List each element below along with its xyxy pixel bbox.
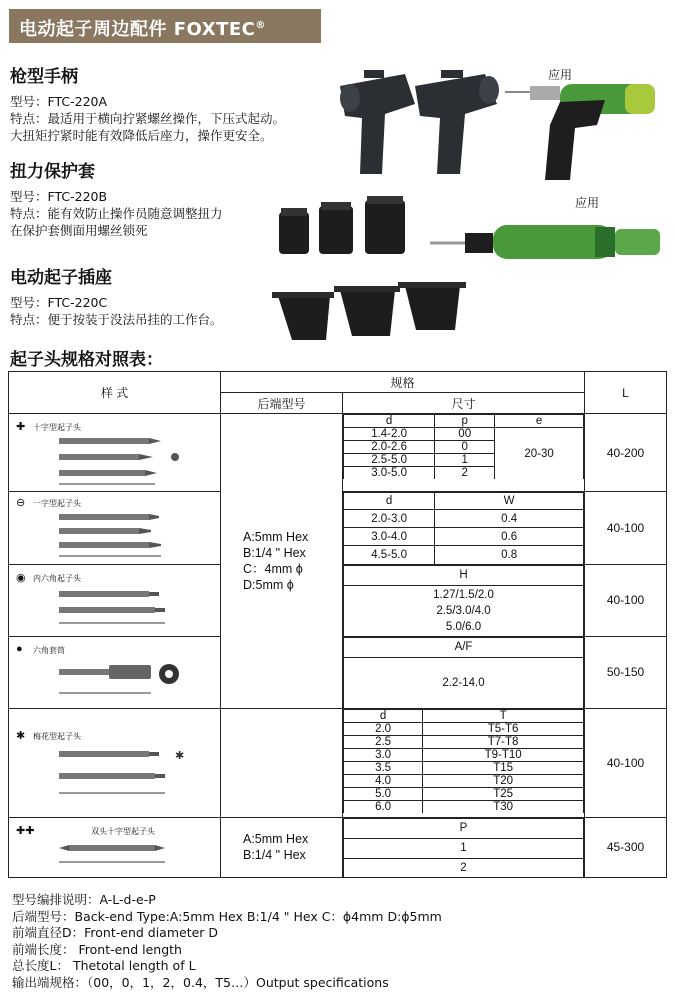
gun-handle-desc: 型号：FTC-220A 特点：最适用于横向拧紧螺丝操作，下压式起动。 大扭矩拧紧时能有效降低后座力，操作更安全。 [10, 94, 286, 143]
notes-line: 后端型号：Back-end Type:A:5mm Hex B:1/4 " Hex C：ϕ4mm D:ϕ5mm [12, 908, 442, 924]
back-model-group-a: A:5mm Hex B:1/4 " Hex C：4mm ϕ D:5mm ϕ [221, 414, 343, 709]
hex-bit-drawing [57, 589, 187, 631]
holder-desc: 型号：FTC-220C 特点：便于按装于没法吊挂的工作台。 [10, 295, 223, 327]
l-cross: 40-200 [585, 414, 667, 492]
gun-handle-app-label: 应用 [548, 68, 573, 82]
section-title-gun-handle: 枪型手柄 [10, 67, 78, 87]
back-model-torx [221, 708, 343, 817]
col-spec-header: 规格 [221, 372, 585, 393]
page-title: 电动起子周边配件 FOXTEC® [19, 19, 266, 40]
style-cross-bit: ✚ 十字型起子头 [9, 414, 221, 492]
torx-bit-drawing [57, 749, 187, 809]
holder-image [270, 278, 470, 343]
model-notes [12, 892, 442, 992]
torque-guard-application-image [430, 215, 665, 265]
gun-handle-application-image [505, 80, 665, 185]
style-hex-socket: ● 六角套筒 [9, 636, 221, 708]
size-hex: H 1.27/1.5/2.0 2.5/3.0/4.0 5.0/6.0 [343, 564, 585, 636]
notes-line: 总长度L： Thetotal length of L [12, 958, 196, 974]
style-hex-bit: ◉ 内六角起子头 [9, 564, 221, 636]
style-slotted-bit: ⊖ 一字型起子头 [9, 492, 221, 565]
l-torx: 40-100 [585, 708, 667, 817]
notes-line: 前端长度： Front-end length [12, 941, 182, 957]
section-title-holder: 电动起子插座 [10, 268, 112, 288]
slotted-bit-drawing [57, 512, 187, 560]
size-hex-socket: A/F 2.2-14.0 [343, 636, 585, 708]
page-header [9, 9, 321, 43]
col-style-header: 样 式 [9, 372, 221, 414]
hex-socket-drawing [57, 661, 187, 705]
col-size-header: 尺寸 [343, 393, 585, 414]
style-torx-bit: ✱ 梅花型起子头 ✱ [9, 708, 221, 817]
torque-guard-desc: 型号：FTC-220B 特点：能有效防止操作员随意调整扭力 在保护套侧面用螺丝锁死 [10, 189, 223, 238]
size-cross: d p e 1.4-2.0 00 20-30 2.0-2.6 0 2.5-5.0 1 3.0-5.0 2 [343, 414, 585, 492]
spec-table-title: 起子头规格对照表： [10, 350, 163, 370]
gun-handle-image-2 [405, 66, 505, 181]
l-hex: 40-100 [585, 564, 667, 636]
size-slotted: d W 2.0-3.0 0.4 3.0-4.0 0.6 4.5-5.0 0.8 [343, 492, 585, 565]
torque-guard-app-label: 应用 [575, 196, 600, 210]
l-slotted: 40-100 [585, 492, 667, 565]
spec-table [8, 371, 667, 878]
size-double-cross: P 1 2 [343, 817, 585, 878]
notes-line: 型号编排说明：A-L-d-e-P [12, 892, 156, 907]
col-l-header: L [585, 372, 667, 414]
svg-text:✱: ✱ [175, 749, 185, 762]
size-torx: d T 2.0 T5-T6 2.5 T7-T8 3.0 T9-T10 3.5 T15 4.0 T20 5.0 T25 6.0 T30 [343, 708, 585, 817]
l-hex-socket: 50-150 [585, 636, 667, 708]
section-title-torque-guard: 扭力保护套 [10, 162, 95, 182]
style-double-cross-bit: ✚✚ 双头十字型起子头 [9, 817, 221, 878]
cross-bit-drawing [57, 436, 187, 488]
back-model-group-b: A:5mm Hex B:1/4 " Hex [221, 817, 343, 878]
notes-line: 前端直径D：Front-end diameter D [12, 925, 219, 941]
l-double-cross: 45-300 [585, 817, 667, 878]
notes-line: 输出端规格：（00，0，1，2，0.4，T5…）Output specifications [12, 974, 389, 990]
double-cross-bit-drawing [57, 842, 187, 874]
col-back-model-header: 后端型号 [221, 393, 343, 414]
torque-guard-image [275, 196, 415, 258]
